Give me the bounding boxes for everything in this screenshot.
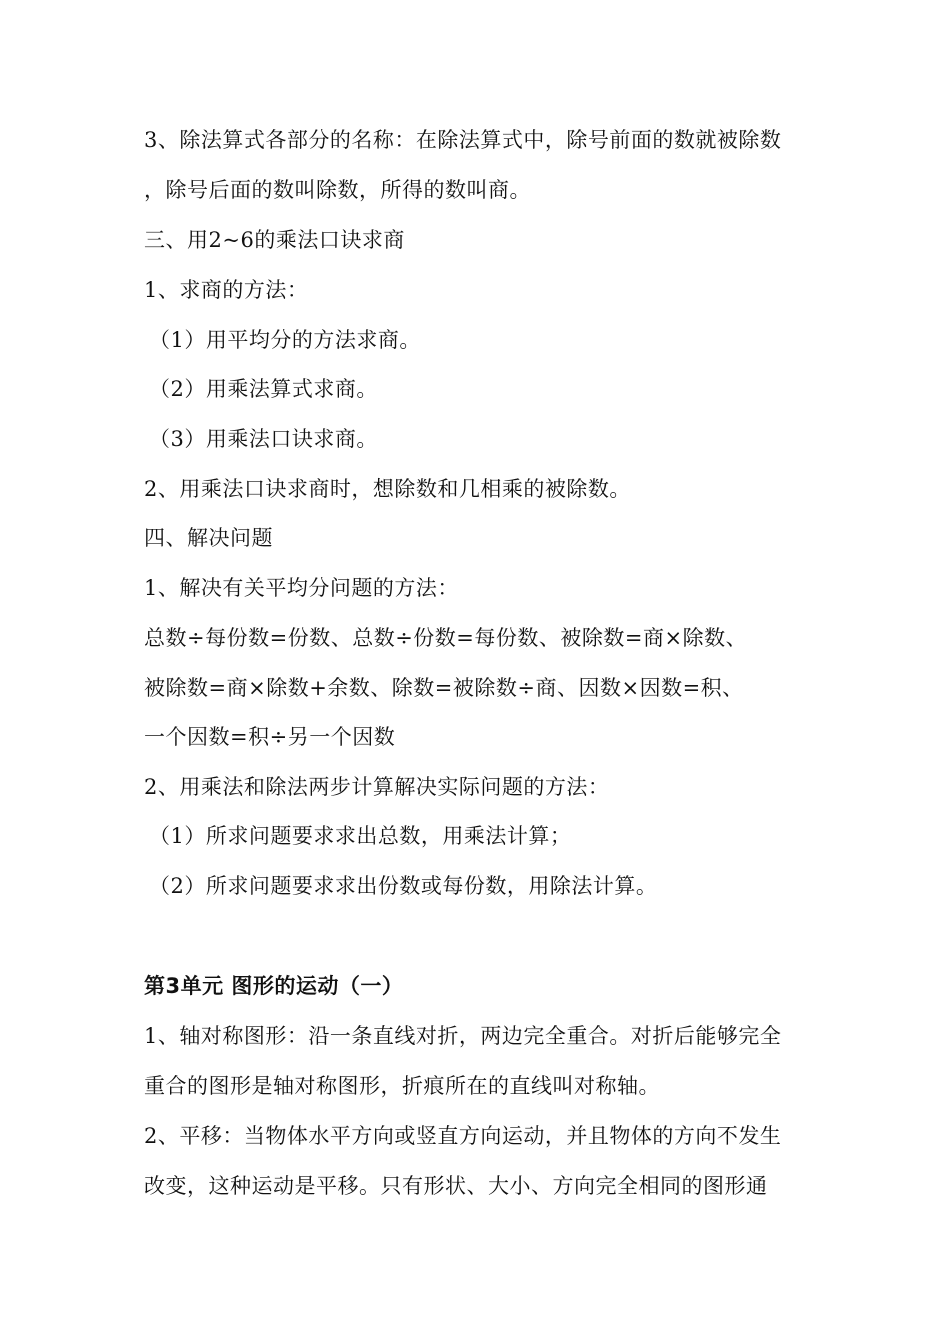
text-line: 1、解决有关平均分问题的方法： (144, 576, 459, 600)
list-item: （2）用乘法算式求商。 (149, 377, 378, 401)
section-heading: 三、用2~6的乘法口诀求商 (144, 228, 405, 252)
text-line: 2、平移：当物体水平方向或竖直方向运动，并且物体的方向不发生 (144, 1124, 782, 1148)
text-line: 2、用乘法和除法两步计算解决实际问题的方法： (144, 775, 610, 799)
list-item: （1）用平均分的方法求商。 (149, 328, 421, 352)
formula-line: 被除数=商×除数+余数、除数=被除数÷商、因数×因数=积、 (144, 676, 744, 700)
text-line: ，除号后面的数叫除数，所得的数叫商。 (144, 178, 531, 202)
text-line: 改变，这种运动是平移。只有形状、大小、方向完全相同的图形通 (144, 1174, 768, 1198)
unit-heading: 第3单元 图形的运动（一） (144, 974, 404, 998)
text-line: 重合的图形是轴对称图形，折痕所在的直线叫对称轴。 (144, 1074, 660, 1098)
text-line: 1、轴对称图形：沿一条直线对折，两边完全重合。对折后能够完全 (144, 1024, 782, 1048)
list-item: （3）用乘法口诀求商。 (149, 427, 378, 451)
section-heading: 四、解决问题 (144, 526, 273, 550)
text-line: 1、求商的方法： (144, 278, 309, 302)
text-line: 3、除法算式各部分的名称：在除法算式中，除号前面的数就被除数 (144, 128, 782, 152)
list-item: （1）所求问题要求求出总数，用乘法计算； (149, 824, 572, 848)
list-item: （2）所求问题要求求出份数或每份数，用除法计算。 (149, 874, 658, 898)
text-line: 2、用乘法口诀求商时，想除数和几相乘的被除数。 (144, 477, 631, 501)
formula-line: 总数÷每份数=份数、总数÷份数=每份数、被除数=商×除数、 (144, 626, 748, 650)
formula-line: 一个因数=积÷另一个因数 (144, 725, 396, 749)
